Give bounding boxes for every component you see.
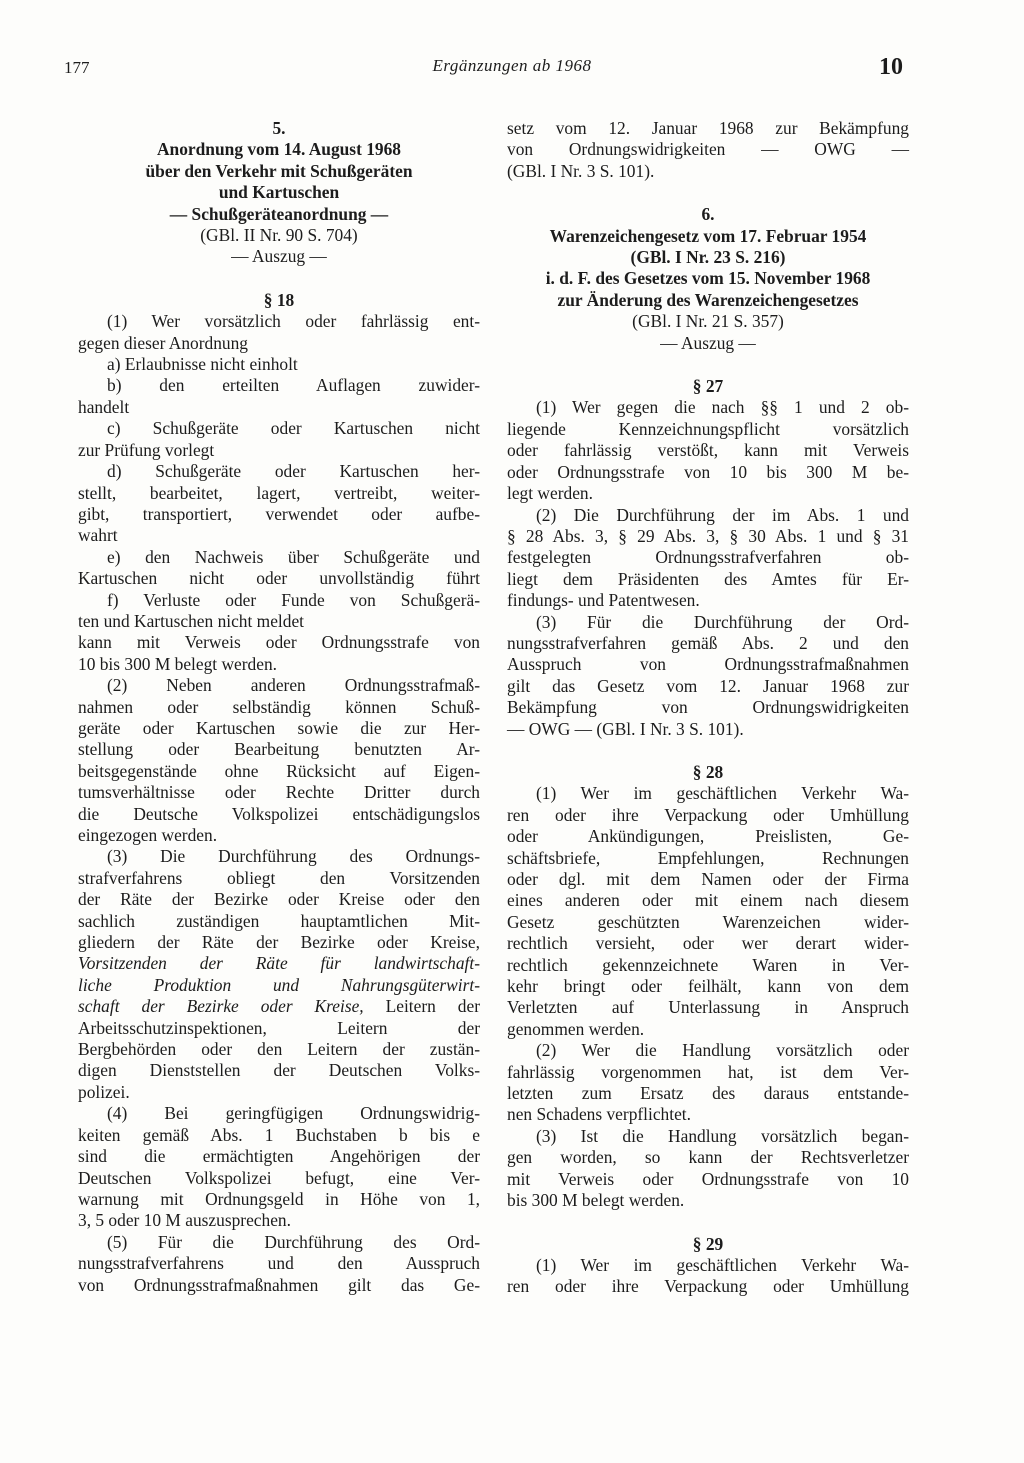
- text-line: legt werden.: [507, 483, 593, 504]
- text-line: nen Schadens verpflichtet.: [507, 1104, 691, 1125]
- text-line: Kartuschen nicht oder unvollständig führt: [78, 568, 480, 589]
- text-line: polizei.: [78, 1081, 130, 1102]
- text-line: Deutschen Volkspolizei befugt, eine Ver-: [78, 1167, 480, 1188]
- text-line: stellung oder Bearbeitung benutzten Ar-: [78, 739, 480, 760]
- text-line: Verletzten auf Unterlassung in Anspruch: [507, 997, 909, 1018]
- text-line: kann mit Verweis oder Ordnungsstrafe von: [78, 632, 480, 653]
- text-line: nahmen oder selbständig können Schuß-: [78, 696, 480, 717]
- heading-line: (GBl. II Nr. 90 S. 704): [200, 225, 358, 246]
- text-line: sind die ermächtigten Angehörigen der: [78, 1146, 480, 1167]
- text-line: (3) Die Durchführung des Ordnungs-: [107, 846, 480, 867]
- text-line: (GBl. I Nr. 3 S. 101).: [507, 160, 655, 181]
- running-head: Ergänzungen ab 1968: [432, 56, 592, 75]
- text-line: gegen dieser Anordnung: [78, 332, 248, 353]
- text-line: genommen werden.: [507, 1018, 645, 1039]
- text-line: strafverfahrens obliegt den Vorsitzenden: [78, 867, 480, 888]
- text-line: (5) Für die Durchführung des Ord-: [107, 1231, 480, 1252]
- text-line: (3) Für die Durchführung der Ord-: [536, 611, 909, 632]
- heading-line: Anordnung vom 14. August 1968: [156, 139, 401, 160]
- text-line: warnung mit Ordnungsgeld in Höhe von 1,: [78, 1188, 480, 1209]
- text-line: nungsstrafverfahrens und den Ausspruch: [78, 1253, 480, 1274]
- text-line: liegende Kennzeichnungspflicht vorsätzlich: [507, 418, 909, 439]
- heading-line: und Kartuschen: [218, 182, 340, 203]
- heading-line: § 29: [692, 1233, 724, 1254]
- text-line: letzten zum Ersatz des daraus entstande-: [507, 1083, 909, 1104]
- text-line: beitsgegenstände ohne Rücksicht auf Eigen-: [78, 760, 480, 781]
- text-line: zur Prüfung vorlegt: [78, 439, 215, 460]
- left-column: [78, 118, 480, 1296]
- text-line: festgelegten Ordnungsstrafverfahren ob-: [507, 547, 909, 568]
- text-line: rechtlich gekennzeichnete Waren in Ver-: [507, 954, 909, 975]
- text-line: kehr bringt oder feilhält, kann von dem: [507, 976, 909, 997]
- text-line: gen worden, so kann der Rechtsverletzer: [507, 1147, 909, 1168]
- text-line: oder dgl. mit dem Namen oder der Firma: [507, 869, 909, 889]
- heading-line: — Auszug —: [231, 246, 327, 267]
- text-line: gilt das Gesetz vom 12. Januar 1968 zur: [507, 675, 909, 696]
- text-line: d) Schußgeräte oder Kartuschen her-: [107, 461, 480, 482]
- text-line: — OWG — (GBl. I Nr. 3 S. 101).: [507, 718, 744, 739]
- text-line: (4) Bei geringfügigen Ordnungswidrig-: [107, 1103, 480, 1124]
- page-number: 177: [64, 58, 90, 77]
- text-line: von Ordnungswidrigkeiten — OWG —: [507, 139, 909, 160]
- text-line: liche Produktion und Nahrungsgüterwirt-: [78, 974, 480, 995]
- text-line: oder Ordnungsstrafe von 10 bis 300 M be-: [507, 461, 909, 482]
- heading-line: über den Verkehr mit Schußgeräten: [145, 160, 413, 181]
- heading-line: — Auszug —: [660, 332, 756, 353]
- text-line: [78, 996, 480, 1017]
- heading-line: 6.: [701, 204, 715, 225]
- text-line: stellt, bearbeitet, lagert, vertreibt, weiter-: [78, 482, 480, 503]
- text-line: tumsverhältnisse oder Rechte Dritter durch: [78, 782, 480, 803]
- text-line: c) Schußgeräte oder Kartuschen nicht: [107, 418, 480, 439]
- heading-line: zur Änderung des Warenzeichengesetzes: [557, 289, 859, 310]
- text-line: fahrlässig vorgenommen hat, ist dem Ver-: [507, 1061, 909, 1082]
- heading-line: 5.: [272, 118, 286, 138]
- text-line: handelt: [78, 396, 130, 417]
- spacer: [78, 268, 480, 290]
- text-line: mit Verweis oder Ordnungsstrafe von 10: [507, 1168, 909, 1189]
- text-line: 10 bis 300 M belegt werden.: [78, 653, 277, 674]
- text-line: § 28 Abs. 3, § 29 Abs. 3, § 30 Abs. 1 und § 31: [507, 525, 909, 546]
- text-line: (2) Die Durchführung der im Abs. 1 und: [536, 504, 909, 525]
- text-line: sachlich zuständigen hauptamtlichen Mit-: [78, 910, 480, 931]
- spacer: [507, 1212, 909, 1234]
- text-line: Vorsitzenden der Räte für landwirtschaft-: [78, 953, 480, 974]
- text-line: 3, 5 oder 10 M auszusprechen.: [78, 1210, 291, 1231]
- text-line: (1) Wer gegen die nach §§ 1 und 2 ob-: [536, 397, 909, 418]
- spacer: [507, 740, 909, 762]
- text-line: f) Verluste oder Funde von Schußgerä-: [107, 589, 480, 610]
- text-line: liegt dem Präsidenten des Amtes für Er-: [507, 568, 909, 589]
- heading-line: § 18: [263, 289, 295, 310]
- text-line: Ausspruch von Ordnungsstrafmaßnahmen: [507, 654, 909, 675]
- text-line: Gesetz geschützten Warenzeichen wider-: [507, 911, 909, 932]
- text-line: findungs- und Patentwesen.: [507, 590, 700, 611]
- text-line: digen Dienststellen der Deutschen Volks-: [78, 1060, 480, 1081]
- spacer: [507, 182, 909, 204]
- text-line: nungsstrafverfahren gemäß Abs. 2 und den: [507, 632, 909, 653]
- text-line: ren oder ihre Verpackung oder Umhüllung: [507, 804, 909, 825]
- text-line: (1) Wer im geschäftlichen Verkehr Wa-: [536, 1254, 909, 1275]
- text-line: der Räte der Bezirke oder Kreise oder den: [78, 889, 480, 910]
- text-line: Bergbehörden oder den Leitern der zustän-: [78, 1039, 480, 1060]
- text-line: (2) Wer die Handlung vorsätzlich oder: [536, 1040, 909, 1061]
- text-line: keiten gemäß Abs. 1 Buchstaben b bis e: [78, 1124, 480, 1145]
- text-line: die Deutsche Volkspolizei entschädigungslos: [78, 803, 480, 824]
- text-line: e) den Nachweis über Schußgeräte und: [107, 546, 480, 567]
- text-line: Bekämpfung von Ordnungswidrigkeiten: [507, 697, 909, 718]
- text-line: oder fahrlässig verstößt, kann mit Verweis: [507, 440, 909, 461]
- text-line: (2) Neben anderen Ordnungsstrafmaß-: [107, 675, 480, 696]
- right-column: [507, 118, 909, 1298]
- text-line: (3) Ist die Handlung vorsätzlich began-: [536, 1125, 909, 1146]
- heading-line: (GBl. I Nr. 23 S. 216): [630, 247, 786, 268]
- text-segment: Leitern der: [363, 996, 480, 1017]
- section-number: 10: [879, 54, 903, 80]
- text-line: b) den erteilten Auflagen zuwider-: [107, 375, 480, 396]
- text-line: Arbeitsschutzinspektionen, Leitern der: [78, 1017, 480, 1038]
- heading-line: § 28: [692, 761, 724, 782]
- heading-line: — Schußgeräteanordnung —: [169, 203, 389, 224]
- text-line: eingezogen werden.: [78, 825, 218, 845]
- heading-line: Warenzeichengesetz vom 17. Februar 1954: [549, 225, 867, 246]
- text-line: rechtlich versieht, oder wer derart wider-: [507, 933, 909, 954]
- page-header: [0, 0, 1024, 90]
- text-line: oder Ankündigungen, Preislisten, Ge-: [507, 826, 909, 847]
- text-line: (1) Wer im geschäftlichen Verkehr Wa-: [536, 783, 909, 804]
- heading-line: § 27: [692, 376, 724, 397]
- text-line: bis 300 M belegt werden.: [507, 1190, 685, 1211]
- text-line: von Ordnungsstrafmaßnahmen gilt das Ge-: [78, 1274, 480, 1295]
- text-line: wahrt: [78, 525, 118, 546]
- heading-line: i. d. F. des Gesetzes vom 15. November 1968: [545, 268, 871, 289]
- text-line: a) Erlaubnisse nicht einholt: [107, 354, 298, 375]
- text-line: eines anderen oder mit einem nach diesem: [507, 890, 909, 911]
- text-line: gliedern der Räte der Bezirke oder Kreise,: [78, 932, 480, 953]
- text-line: gibt, transportiert, verwendet oder aufbe-: [78, 503, 480, 524]
- text-line: geräte oder Kartuschen sowie die zur Her-: [78, 717, 480, 738]
- italic-text: schaft der Bezirke oder Kreise,: [78, 996, 364, 1017]
- text-line: setz vom 12. Januar 1968 zur Bekämpfung: [507, 118, 909, 138]
- spacer: [507, 354, 909, 376]
- text-line: ten und Kartuschen nicht meldet: [78, 610, 305, 631]
- text-line: schäftsbriefe, Empfehlungen, Rechnungen: [507, 847, 909, 868]
- text-line: ren oder ihre Verpackung oder Umhüllung: [507, 1276, 909, 1297]
- text-line: (1) Wer vorsätzlich oder fahrlässig ent-: [107, 311, 480, 332]
- heading-line: (GBl. I Nr. 21 S. 357): [632, 311, 784, 332]
